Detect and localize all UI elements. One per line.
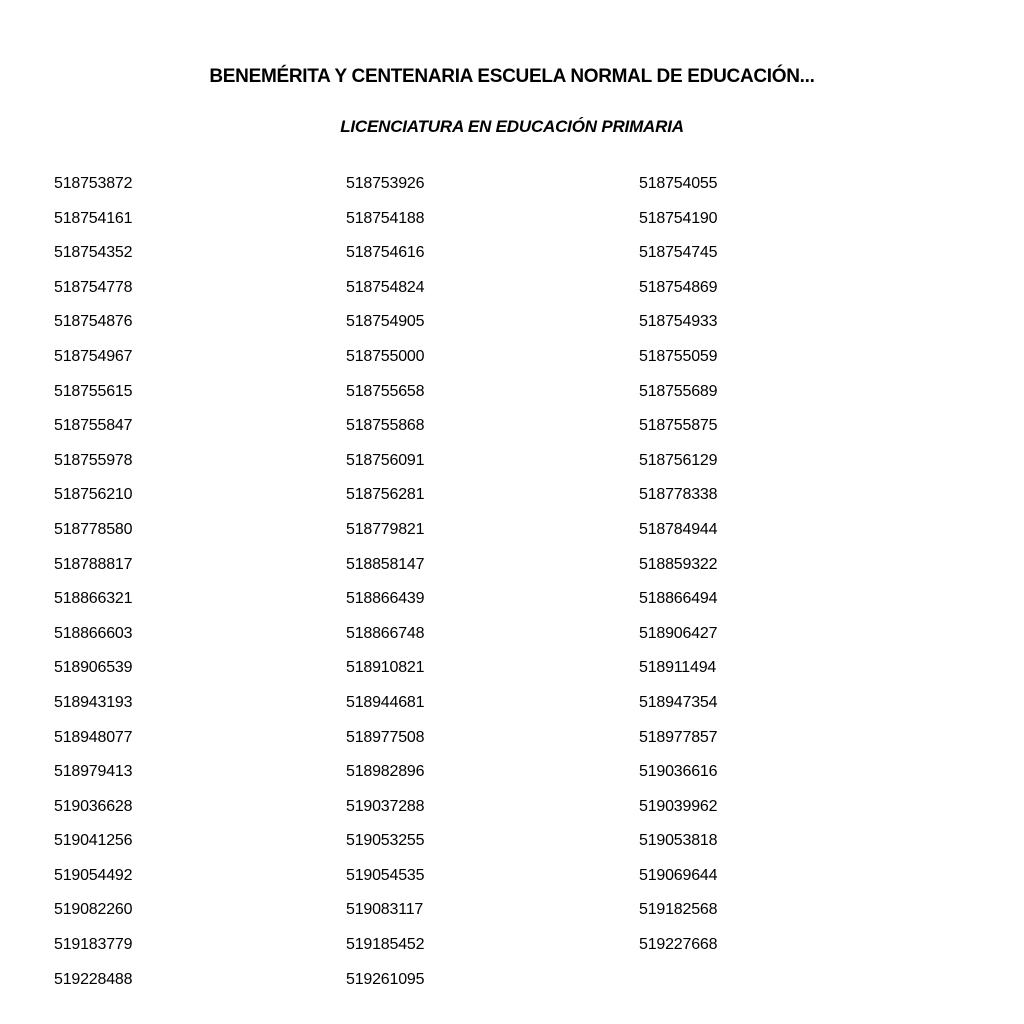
id-number: 518756129 [639,451,718,469]
id-number: 519228488 [54,970,133,988]
id-number: 519053818 [639,832,718,850]
id-number: 519039962 [639,797,718,815]
id-number: 518755615 [54,382,133,400]
id-number: 518788817 [54,555,133,573]
id-number: 518754824 [346,278,425,296]
id-number: 518778580 [54,520,133,538]
id-number: 519054535 [346,866,425,884]
id-number: 518779821 [346,520,425,538]
id-number: 518753926 [346,175,425,192]
id-number: 519036616 [639,763,718,781]
id-number: 519083117 [346,901,424,919]
id-number: 519037288 [346,797,425,815]
id-number: 518755000 [346,347,425,365]
id-number: 518977508 [346,728,425,746]
id-number: 518754778 [54,278,133,296]
id-number: 518910821 [346,659,425,677]
id-number: 518866439 [346,590,425,608]
id-number: 518943193 [54,693,133,711]
id-number: 518754869 [639,278,718,296]
id-number: 518754352 [54,244,133,262]
id-number: 518979413 [54,763,133,781]
id-number: 518944681 [346,693,425,711]
id-number: 519261095 [346,970,425,988]
id-number: 518755847 [54,417,133,435]
id-number: 518982896 [346,763,425,781]
id-number: 518754967 [54,347,133,365]
document-subtitle: LICENCIATURA EN EDUCACIÓN PRIMARIA [340,117,684,136]
id-number: 518977857 [639,728,718,746]
id-number: 518755978 [54,451,133,469]
id-number: 518778338 [639,486,718,504]
id-number: 518754905 [346,313,425,331]
id-number: 519183779 [54,936,133,954]
id-number: 518756210 [54,486,133,504]
id-number: 518858147 [346,555,425,573]
id-number: 518755868 [346,417,425,435]
id-number: 519182568 [639,901,718,919]
id-number: 519227668 [639,936,718,954]
id-number: 518754933 [639,313,718,331]
id-list-grid [54,173,954,1003]
id-number: 518756281 [346,486,425,504]
id-number: 518755875 [639,417,718,435]
id-number: 519054492 [54,866,133,884]
id-number: 518906539 [54,659,133,677]
id-number: 518754190 [639,209,718,227]
id-number: 518866321 [54,590,133,608]
id-number: 519185452 [346,936,425,954]
id-number: 519069644 [639,866,718,884]
id-number: 518911494 [639,659,717,677]
id-number: 519053255 [346,832,425,850]
id-number: 518756091 [346,451,425,469]
id-number: 518866494 [639,590,718,608]
id-number: 518859322 [639,555,718,573]
document-title: BENEMÉRITA Y CENTENARIA ESCUELA NORMAL DE EDUCACIÓN... [209,66,815,87]
id-number: 518754616 [346,244,425,262]
id-number: 519082260 [54,901,133,919]
id-number: 518754876 [54,313,133,331]
id-number: 518755689 [639,382,718,400]
id-number: 518948077 [54,728,133,746]
id-number: 519036628 [54,797,133,815]
id-number: 518866603 [54,624,133,642]
id-number: 518755658 [346,382,425,400]
id-number: 518754188 [346,209,425,227]
id-number: 519041256 [54,832,133,850]
id-number: 518754745 [639,244,718,262]
id-number: 518784944 [639,520,718,538]
id-number: 518754055 [639,175,718,192]
id-number: 518906427 [639,624,718,642]
id-number: 518754161 [54,209,133,227]
id-number: 518753872 [54,175,133,192]
id-number: 518947354 [639,693,718,711]
id-number: 518866748 [346,624,425,642]
id-number: 518755059 [639,347,718,365]
